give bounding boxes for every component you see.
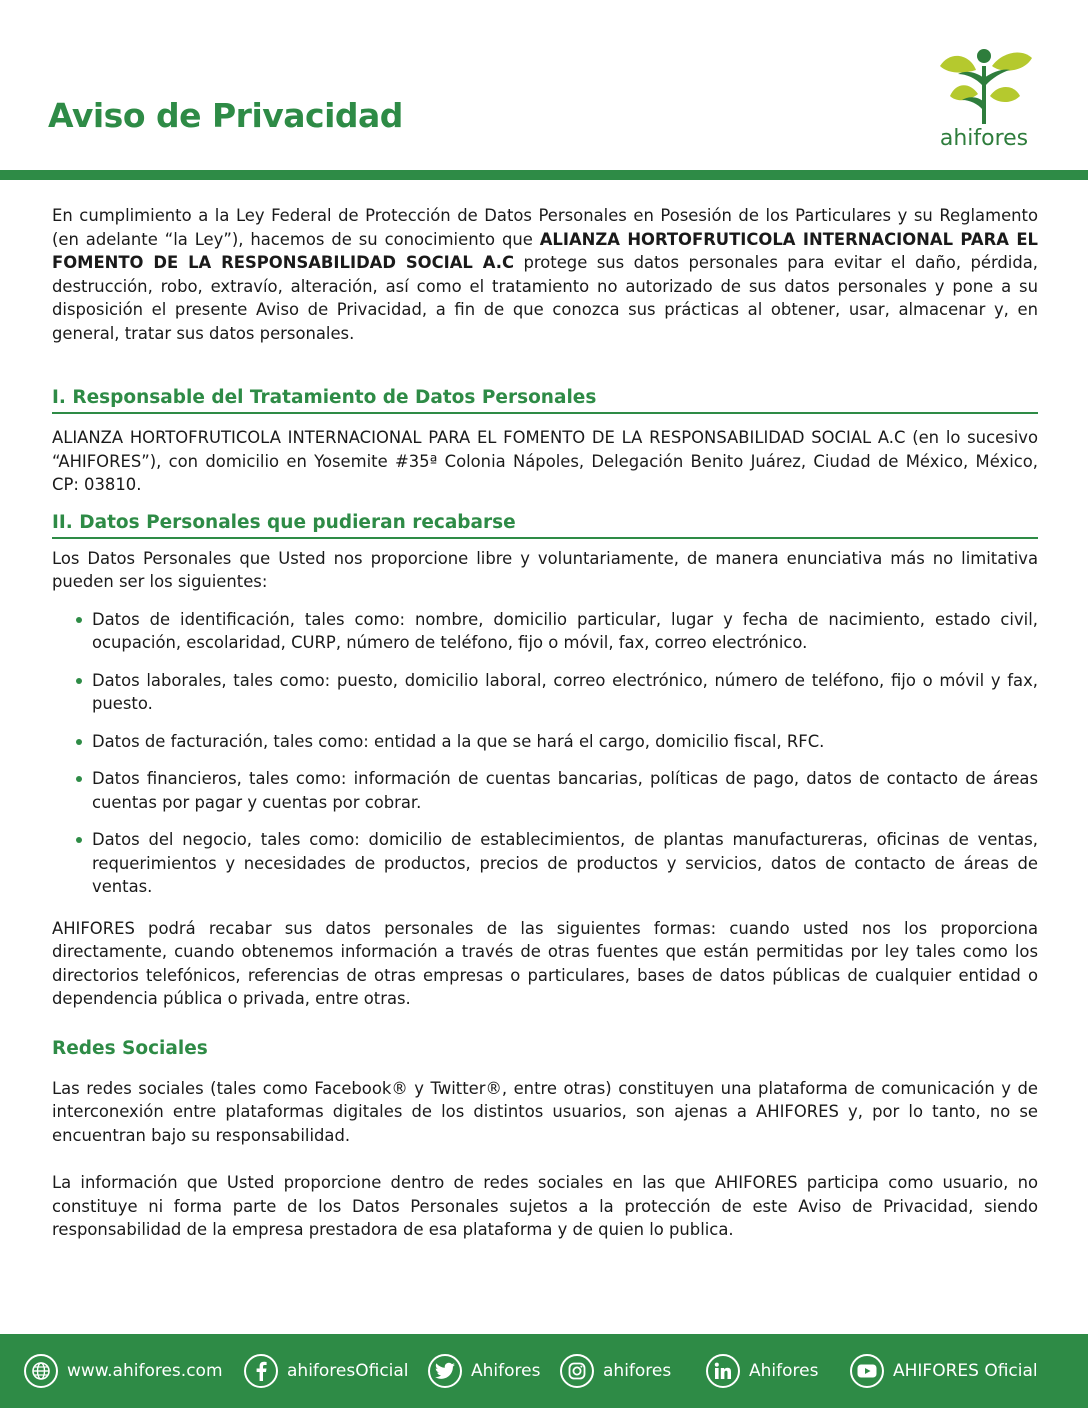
intro-paragraph	[52, 204, 1038, 368]
website-label: www.ahifores.com	[67, 1361, 223, 1381]
list-item	[52, 767, 1038, 814]
youtube-link[interactable]	[850, 1334, 1038, 1408]
logo-wordmark: ahifores	[939, 126, 1029, 151]
tree-logo-icon	[936, 44, 1032, 126]
document-body	[52, 204, 1038, 1242]
list-item	[52, 828, 1038, 899]
personal-data-list	[52, 608, 1038, 899]
twitter-icon	[428, 1354, 462, 1388]
page-title: Aviso de Privacidad	[48, 96, 403, 135]
linkedin-label: Ahifores	[749, 1361, 819, 1381]
bullet-icon	[76, 617, 82, 623]
bullet-icon	[76, 678, 82, 684]
youtube-icon	[850, 1354, 884, 1388]
twitter-label: Ahifores	[471, 1361, 541, 1381]
facebook-link[interactable]	[244, 1334, 409, 1408]
bullet-icon	[76, 776, 82, 782]
twitter-link[interactable]	[428, 1334, 540, 1408]
instagram-icon	[560, 1354, 594, 1388]
list-item	[52, 730, 1038, 754]
instagram-label: ahifores	[603, 1361, 672, 1381]
bullet-icon	[76, 837, 82, 843]
list-item-text: Datos del negocio, tales como: domicilio de establecimientos, de plantas manufactureras, oficinas de ventas, requerimientos y necesidades de productos, precios de productos y servicios, datos de contacto de áreas de ventas.	[92, 830, 1038, 896]
intro-text-start: En cumplimiento a la Ley Federal de Protección de Datos Personales en Posesión de los Particulares y su Reglamento (en adelante “la Ley”), hacemos de su conocimiento que	[52, 206, 1038, 249]
social-networks-paragraph-2: La información que Usted proporcione dentro de redes sociales en las que AHIFORES participa como usuario, no constituye ni forma parte de los Datos Personales sujetos a la protección de este Aviso de Privacidad, siendo responsabilidad de la empresa prestadora de esa plataforma y de quien lo publica.	[52, 1173, 1038, 1239]
header-divider	[0, 170, 1088, 180]
section-2-heading: II. Datos Personales que pudieran recabarse	[52, 511, 1038, 539]
section-2-body: Los Datos Personales que Usted nos proporcione libre y voluntariamente, de manera enunciativa más no limitativa pueden ser los siguientes:	[52, 548, 1038, 591]
list-item	[52, 669, 1038, 716]
facebook-icon	[244, 1354, 278, 1388]
instagram-link[interactable]	[560, 1334, 671, 1408]
linkedin-icon	[706, 1354, 740, 1388]
social-networks-heading: Redes Sociales	[52, 1037, 208, 1059]
list-item-text: Datos financieros, tales como: información de cuentas bancarias, políticas de pago, datos de contacto de áreas cuentas por pagar y cuentas por cobrar.	[92, 769, 1038, 812]
facebook-label: ahiforesOficial	[287, 1361, 409, 1381]
intro-text-end: protege sus datos personales para evitar el daño, pérdida, destrucción, robo, extravío, alteración, así como el tratamiento no autorizado de sus datos personales y pone a su disposición el presente Aviso de Privacidad, a fin de que conozca sus prácticas al obtener, usar, almacenar y, en general, tratar sus datos personales.	[52, 253, 1039, 343]
list-item-text: Datos de facturación, tales como: entidad a la que se hará el cargo, domicilio fiscal, RFC.	[92, 731, 825, 751]
ahifores-logo	[924, 44, 1044, 156]
section-1-body: ALIANZA HORTOFRUTICOLA INTERNACIONAL PARA EL FOMENTO DE LA RESPONSABILIDAD SOCIAL A.C (en lo sucesivo “AHIFORES”), con domicilio en Yosemite #35ª Colonia Nápoles, Delegación Benito Juárez, Ciudad de México, México, CP: 03810.	[52, 428, 1038, 494]
list-item	[52, 608, 1038, 655]
linkedin-link[interactable]	[706, 1334, 818, 1408]
section-1-heading: I. Responsable del Tratamiento de Datos Personales	[52, 386, 1038, 414]
collection-methods-paragraph: AHIFORES podrá recabar sus datos personales de las siguientes formas: cuando usted nos los proporciona directamente, cuando obtenemos información a través de otras fuentes que están permitidas por ley tales como los directorios telefónicos, referencias de otras empresas o particulares, bases de datos públicas de cualquier entidad o dependencia pública o privada, entre otras.	[52, 918, 1038, 1008]
list-item-text: Datos de identificación, tales como: nombre, domicilio particular, lugar y fecha de nacimiento, estado civil, ocupación, escolaridad, CURP, número de teléfono, fijo o móvil, fax, correo electrónico.	[92, 609, 1038, 652]
globe-icon	[24, 1354, 58, 1388]
social-networks-paragraph-1: Las redes sociales (tales como Facebook® y Twitter®, entre otras) constituyen una plataforma de comunicación y de interconexión entre plataformas digitales de los distintos usuarios, son ajenas a AHIFORES y, por lo tanto, no se encuentran bajo su responsabilidad.	[52, 1078, 1038, 1145]
bullet-icon	[76, 739, 82, 745]
website-link[interactable]	[24, 1334, 223, 1408]
footer-bar	[0, 1334, 1088, 1408]
organization-name: ALIANZA HORTOFRUTICOLA INTERNACIONAL PARA EL FOMENTO DE LA RESPONSABILIDAD SOCIAL A.C	[52, 229, 1038, 272]
youtube-label: AHIFORES Oficial	[893, 1361, 1038, 1381]
list-item-text: Datos laborales, tales como: puesto, domicilio laboral, correo electrónico, número de teléfono, fijo o móvil y fax, puesto.	[92, 670, 1038, 713]
